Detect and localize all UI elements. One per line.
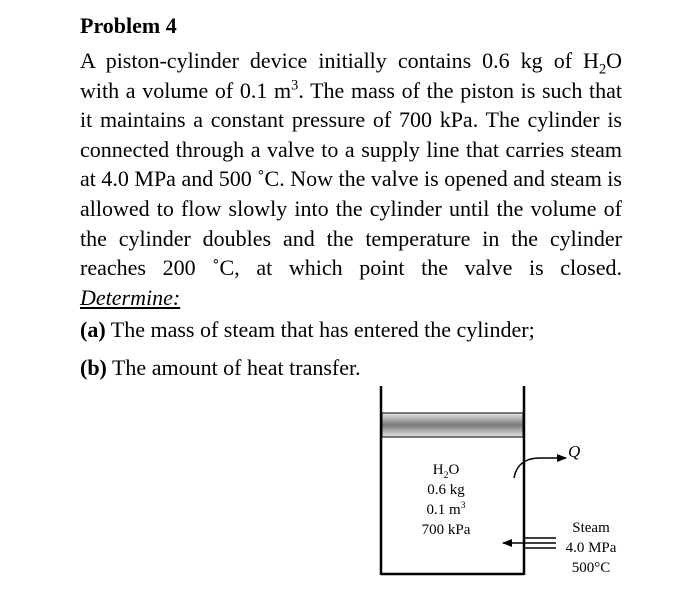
gas-substance-main: H	[432, 462, 444, 478]
gas-substance	[412, 460, 480, 480]
problem-statement	[80, 46, 622, 312]
steam-name: Steam	[572, 520, 610, 536]
part-b	[80, 354, 361, 382]
steam-conditions	[556, 518, 626, 578]
problem-title: Problem 4	[80, 13, 177, 38]
part-b-text: The amount of heat transfer.	[106, 355, 361, 380]
part-a-label: (a)	[80, 317, 106, 342]
gas-volume-sup: 3	[460, 500, 466, 511]
statement-part-3: . The mass of the piston is such that it maintains a constant pressure of 700 kPa. The cylinder is connected through a valve to a supply line that carries steam at 4.0 MPa and 500 ˚C. Now the valve is opened and steam is allowed to flow slowly into the cylinder until the volume of the cylinder doubles and the temperature in the cylinder reaches 200 ˚C, at which point the valve is closed.	[80, 77, 622, 281]
part-a-text: The mass of steam that has entered the cylinder;	[105, 317, 535, 342]
heat-transfer-arrow	[514, 458, 566, 478]
determine-label: Determine:	[80, 284, 181, 310]
steam-pressure: 4.0 MPa	[565, 540, 617, 556]
gas-volume-main: 0.1 m	[426, 502, 461, 518]
heat-label: Q	[568, 442, 581, 461]
piston	[382, 413, 523, 437]
gas-substance-sub: 2	[443, 470, 449, 481]
part-a	[80, 316, 535, 344]
m3-superscript: 3	[291, 77, 299, 94]
gas-mass: 0.6 kg	[427, 482, 465, 498]
h2o-subscript: 2	[598, 61, 607, 78]
part-b-label: (b)	[80, 355, 107, 380]
gas-substance-end: O	[448, 462, 460, 478]
cylinder-contents	[412, 460, 480, 540]
steam-temperature: 500°C	[571, 560, 611, 576]
statement-part-2: O with a volume of 0.1 m	[80, 48, 622, 103]
statement-part-1: A piston-cylinder device initially contains 0.6 kg of H	[80, 48, 599, 73]
gas-volume	[412, 500, 480, 520]
gas-pressure: 700 kPa	[421, 522, 471, 538]
